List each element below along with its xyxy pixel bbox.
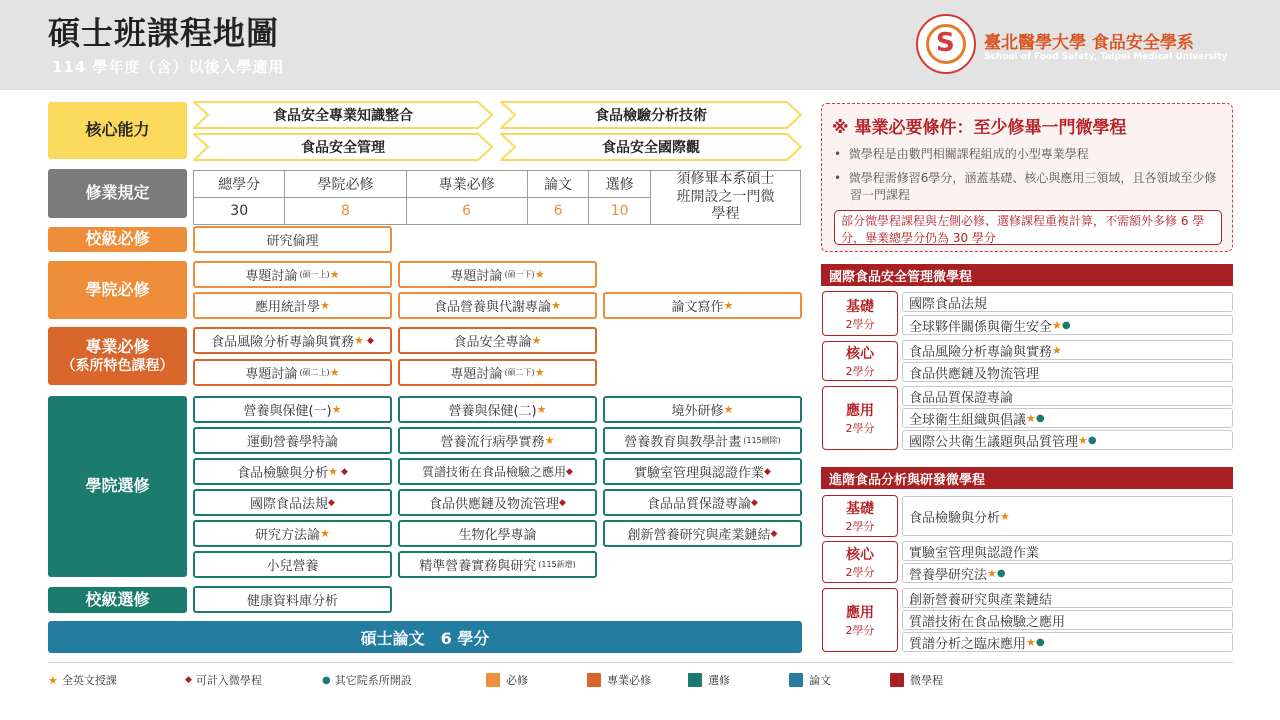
level-credits: 2學分 xyxy=(845,566,875,579)
course-supply-chain xyxy=(398,489,597,516)
course-nutrition-metabolism xyxy=(398,292,597,319)
course-label: 創新營養研究與產業鏈結 xyxy=(627,528,771,543)
legend-english xyxy=(48,672,117,688)
program-swatch xyxy=(890,673,904,687)
course-food-safety xyxy=(398,327,597,354)
course-label: 國際公共衛生議題與品質管理 xyxy=(909,434,1079,450)
university-logo xyxy=(916,14,976,74)
major-required-subtitle: （系所特色課程） xyxy=(61,358,174,375)
course-label: 全球夥伴關係與衛生安全 xyxy=(909,319,1053,335)
other-dept-dot-icon: ● xyxy=(1061,319,1071,331)
course-nutrition-1 xyxy=(193,396,392,423)
micro-diamond-icon: ◆ xyxy=(566,466,573,477)
english-star-icon: ★ xyxy=(328,465,338,478)
program-1-course xyxy=(902,408,1233,428)
course-label: 境外研修 xyxy=(671,404,724,419)
legend-major xyxy=(587,672,651,688)
course-label: 創新營養研究與產業鏈結 xyxy=(909,592,1053,608)
graduation-title: ※ 畢業必要條件：至少修畢一門微學程 xyxy=(832,118,1127,138)
core-competency-2: 食品檢驗分析技術 xyxy=(595,108,707,124)
program-1-header: 國際食品安全管理微學程 xyxy=(821,264,1233,286)
requirements-table xyxy=(193,170,801,225)
course-term-tag: (碩一下) xyxy=(504,270,535,279)
english-star-icon: ★ xyxy=(329,366,340,379)
course-research-methods xyxy=(193,520,392,547)
course-sport-nutrition xyxy=(193,427,392,454)
course-label: 食品供應鏈及物流管理 xyxy=(429,497,560,512)
course-label: 研究方法論 xyxy=(255,528,321,543)
english-star-icon: ★ xyxy=(723,299,734,312)
course-label: 專題討論 xyxy=(450,367,503,382)
program-1-course xyxy=(902,315,1233,335)
graduation-bullet-2: • 微學程需修習6學分，涵蓋基礎、核心與應用三領域，且各領域至少修習一門課程 xyxy=(834,171,1217,203)
program-2-apply xyxy=(822,588,898,652)
level-name: 應用 xyxy=(846,403,874,419)
course-label: 應用統計學 xyxy=(255,300,321,315)
course-label: 精準營養實務與研究 xyxy=(419,559,537,574)
legend-label: 論文 xyxy=(809,674,831,687)
english-star-icon: ★ xyxy=(723,403,734,416)
course-label: 全球衛生組織與倡議 xyxy=(909,412,1027,428)
req-header-total: 總學分 xyxy=(194,171,285,198)
course-label: 研究倫理 xyxy=(266,234,319,249)
graduation-bullet-1: • 微學程是由數門相關課程組成的小型專業學程 xyxy=(834,147,1089,161)
req-value-major: 6 xyxy=(406,197,527,224)
program-1-course xyxy=(902,430,1233,450)
bullet-text: 微學程需修習6學分，涵蓋基礎、核心與應用三領域，且各領域至少修習一門課程 xyxy=(848,171,1217,203)
course-nutrition-epidemiology xyxy=(398,427,597,454)
core-competency-1: 食品安全專業知識整合 xyxy=(273,108,413,124)
logo-letter: S xyxy=(936,28,955,58)
course-label: 食品風險分析專論與實務 xyxy=(909,344,1053,360)
required-swatch xyxy=(486,673,500,687)
program-1-course xyxy=(902,292,1233,312)
level-credits: 2學分 xyxy=(845,317,875,331)
req-value-total: 30 xyxy=(194,197,285,224)
english-star-icon: ★ xyxy=(1078,433,1088,447)
other-dept-dot-icon: ● xyxy=(1087,434,1097,446)
req-value-elective: 10 xyxy=(589,197,651,224)
req-value-college: 8 xyxy=(285,197,406,224)
legend-label: 全英文授課 xyxy=(61,674,117,687)
level-credits: 2學分 xyxy=(845,422,875,435)
program-2-core xyxy=(822,541,898,583)
legend-other xyxy=(322,672,412,688)
micro-diamond-icon: ◆ xyxy=(185,675,192,685)
program-2-basic xyxy=(822,495,898,537)
english-star-icon: ★ xyxy=(534,366,545,379)
micro-diamond-icon: ◆ xyxy=(328,497,335,508)
course-label: 專題討論 xyxy=(245,269,298,284)
program-1-course xyxy=(902,386,1233,406)
course-change-tag: (115刪除) xyxy=(743,436,781,445)
program-2-course xyxy=(902,632,1233,652)
req-header-major: 專業必修 xyxy=(406,171,527,198)
course-label: 食品供應鏈及物流管理 xyxy=(909,366,1040,382)
course-label: 質譜分析之臨床應用 xyxy=(909,636,1027,652)
req-header-thesis: 論文 xyxy=(527,171,589,198)
other-dept-dot-icon: ● xyxy=(1035,412,1045,424)
req-value-thesis: 6 xyxy=(527,197,589,224)
course-label: 食品安全專論 xyxy=(453,335,532,350)
row-label-college-required: 學院必修 xyxy=(48,261,187,319)
english-star-icon: ★ xyxy=(1052,318,1062,332)
course-label: 食品營養與代謝專論 xyxy=(434,300,552,315)
legend-label: 可計入微學程 xyxy=(195,674,262,687)
thesis-swatch xyxy=(789,673,803,687)
course-study-abroad xyxy=(603,396,802,423)
other-dept-dot-icon: ● xyxy=(1035,636,1045,648)
graduation-requirement-box xyxy=(821,103,1233,252)
page-subtitle: 114 學年度（含）以後入學適用 xyxy=(52,58,285,76)
course-label: 營養教育與教學計畫 xyxy=(624,435,742,450)
legend-program xyxy=(890,672,943,688)
course-label: 質譜技術在食品檢驗之應用 xyxy=(909,614,1066,630)
course-label: 質譜技術在食品檢驗之應用 xyxy=(422,465,567,479)
english-star-icon: ★ xyxy=(1000,509,1010,523)
program-1-core xyxy=(822,341,898,381)
program-1-course xyxy=(902,340,1233,360)
req-header-elective: 選修 xyxy=(589,171,651,198)
program-1-basic xyxy=(822,291,898,336)
req-header-college: 學院必修 xyxy=(285,171,406,198)
program-2-course xyxy=(902,541,1233,561)
micro-diamond-icon: ◆ xyxy=(366,335,374,346)
course-label: 營養與保健(一) xyxy=(243,404,332,419)
course-label: 食品檢驗與分析 xyxy=(237,466,329,481)
course-label: 食品風險分析專論與實務 xyxy=(211,335,355,350)
micro-diamond-icon: ◆ xyxy=(764,466,771,477)
course-label: 國際食品法規 xyxy=(250,497,329,512)
course-label: 健康資料庫分析 xyxy=(246,594,338,609)
level-credits: 2學分 xyxy=(845,624,875,637)
course-seminar-2a xyxy=(193,359,392,386)
level-name: 核心 xyxy=(846,346,874,362)
program-2-course xyxy=(902,496,1233,536)
english-star-icon: ★ xyxy=(48,673,58,687)
university-name-zh: 臺北醫學大學 食品安全學系 xyxy=(984,33,1194,53)
course-thesis-writing xyxy=(603,292,802,319)
course-label: 論文寫作 xyxy=(671,300,724,315)
level-name: 核心 xyxy=(846,547,874,563)
course-health-database xyxy=(193,586,392,613)
row-label-requirements: 修業規定 xyxy=(48,169,187,218)
english-star-icon: ★ xyxy=(534,268,545,281)
legend-label: 必修 xyxy=(506,674,528,687)
level-name: 基礎 xyxy=(846,501,874,517)
course-term-tag: (碩一上) xyxy=(299,270,330,279)
level-name: 應用 xyxy=(846,605,874,621)
micro-diamond-icon: ◆ xyxy=(770,528,778,539)
level-name: 基礎 xyxy=(846,298,874,315)
course-food-inspection xyxy=(193,458,392,485)
course-pediatric-nutrition xyxy=(193,551,392,578)
course-label: 營養學研究法 xyxy=(909,567,988,583)
row-label-school-required: 校級必修 xyxy=(48,227,187,252)
course-change-tag: (115新增) xyxy=(538,560,576,569)
english-star-icon: ★ xyxy=(320,527,330,540)
legend-label: 微學程 xyxy=(910,674,943,687)
english-star-icon: ★ xyxy=(1052,343,1062,357)
course-label: 運動營養學特論 xyxy=(246,435,338,450)
legend-thesis xyxy=(789,672,831,688)
english-star-icon: ★ xyxy=(329,268,340,281)
english-star-icon: ★ xyxy=(536,403,547,416)
major-swatch xyxy=(587,673,601,687)
course-nutrition-2 xyxy=(398,396,597,423)
legend-divider xyxy=(48,662,1233,663)
course-innovation-industry xyxy=(603,520,802,547)
program-1-course xyxy=(902,362,1233,382)
row-label-school-elective: 校級選修 xyxy=(48,587,187,613)
english-star-icon: ★ xyxy=(551,299,561,312)
english-star-icon: ★ xyxy=(1026,635,1036,649)
legend-required xyxy=(486,672,528,688)
legend-elective xyxy=(688,672,730,688)
program-2-course xyxy=(902,588,1233,608)
graduation-note: 部分微學程課程與左側必修、選修課程重複計算，不需額外多修 6 學分，畢業總學分仍為 30 學分 xyxy=(834,210,1222,245)
course-label: 營養與保健(二) xyxy=(448,404,537,419)
bullet-text: 微學程是由數門相關課程組成的小型專業學程 xyxy=(848,147,1089,161)
course-label: 專題討論 xyxy=(450,269,503,284)
course-label: 食品品質保證專論 xyxy=(909,390,1014,406)
legend-label: 其它院系所開設 xyxy=(334,674,412,687)
course-seminar-2b xyxy=(398,359,597,386)
course-label: 小兒營養 xyxy=(266,559,319,574)
university-name-en: School of Food Safety, Taipei Medical University xyxy=(984,52,1228,62)
micro-diamond-icon: ◆ xyxy=(340,466,348,477)
row-label-core: 核心能力 xyxy=(48,102,187,159)
course-research-ethics xyxy=(193,226,392,253)
legend-label: 選修 xyxy=(708,674,730,687)
program-2-header: 進階食品分析與研發微學程 xyxy=(821,467,1233,489)
course-term-tag: (碩二上) xyxy=(299,368,330,377)
english-star-icon: ★ xyxy=(1026,411,1036,425)
course-label: 食品品質保證專論 xyxy=(647,497,752,512)
english-star-icon: ★ xyxy=(354,334,364,347)
program-1-apply xyxy=(822,386,898,450)
micro-diamond-icon: ◆ xyxy=(751,497,758,508)
english-star-icon: ★ xyxy=(331,403,342,416)
course-quality-assurance xyxy=(603,489,802,516)
course-biochemistry xyxy=(398,520,597,547)
course-seminar-1b xyxy=(398,261,597,288)
req-note: 須修畢本系碩士班開設之一門微學程 xyxy=(651,171,801,225)
course-label: 生物化學專論 xyxy=(458,528,537,543)
legend-micro xyxy=(185,672,262,688)
course-applied-stats xyxy=(193,292,392,319)
row-label-college-elective: 學院選修 xyxy=(48,396,187,577)
course-term-tag: (碩二下) xyxy=(504,368,535,377)
course-label: 專題討論 xyxy=(245,367,298,382)
page-title: 碩士班課程地圖 xyxy=(48,14,280,52)
course-label: 實驗室管理與認證作業 xyxy=(909,545,1040,561)
course-nutrition-education xyxy=(603,427,802,454)
legend-label: 專業必修 xyxy=(607,674,651,687)
course-seminar-1a xyxy=(193,261,392,288)
english-star-icon: ★ xyxy=(987,566,997,580)
other-dept-dot-icon: ● xyxy=(322,674,331,686)
elective-swatch xyxy=(688,673,702,687)
core-competency-4: 食品安全國際觀 xyxy=(602,140,700,156)
english-star-icon: ★ xyxy=(531,334,542,347)
course-label: 營養流行病學實務 xyxy=(440,435,545,450)
course-label: 食品檢驗與分析 xyxy=(909,510,1001,526)
program-2-course xyxy=(902,563,1233,583)
core-competency-3: 食品安全管理 xyxy=(301,140,385,156)
course-risk-analysis xyxy=(193,327,392,354)
course-precision-nutrition xyxy=(398,551,597,578)
course-mass-spec-application xyxy=(398,458,597,485)
level-credits: 2學分 xyxy=(845,520,875,533)
level-credits: 2學分 xyxy=(845,365,875,378)
program-2-course xyxy=(902,610,1233,630)
course-lab-management xyxy=(603,458,802,485)
english-star-icon: ★ xyxy=(544,434,555,447)
other-dept-dot-icon: ● xyxy=(996,567,1006,579)
micro-diamond-icon: ◆ xyxy=(559,497,566,508)
english-star-icon: ★ xyxy=(320,299,330,312)
course-intl-food-law xyxy=(193,489,392,516)
row-label-major-required xyxy=(48,327,187,385)
course-label: 實驗室管理與認證作業 xyxy=(634,466,765,481)
course-label: 國際食品法規 xyxy=(909,296,988,312)
thesis-bar: 碩士論文 6 學分 xyxy=(48,621,802,653)
major-required-title: 專業必修 xyxy=(85,336,150,356)
